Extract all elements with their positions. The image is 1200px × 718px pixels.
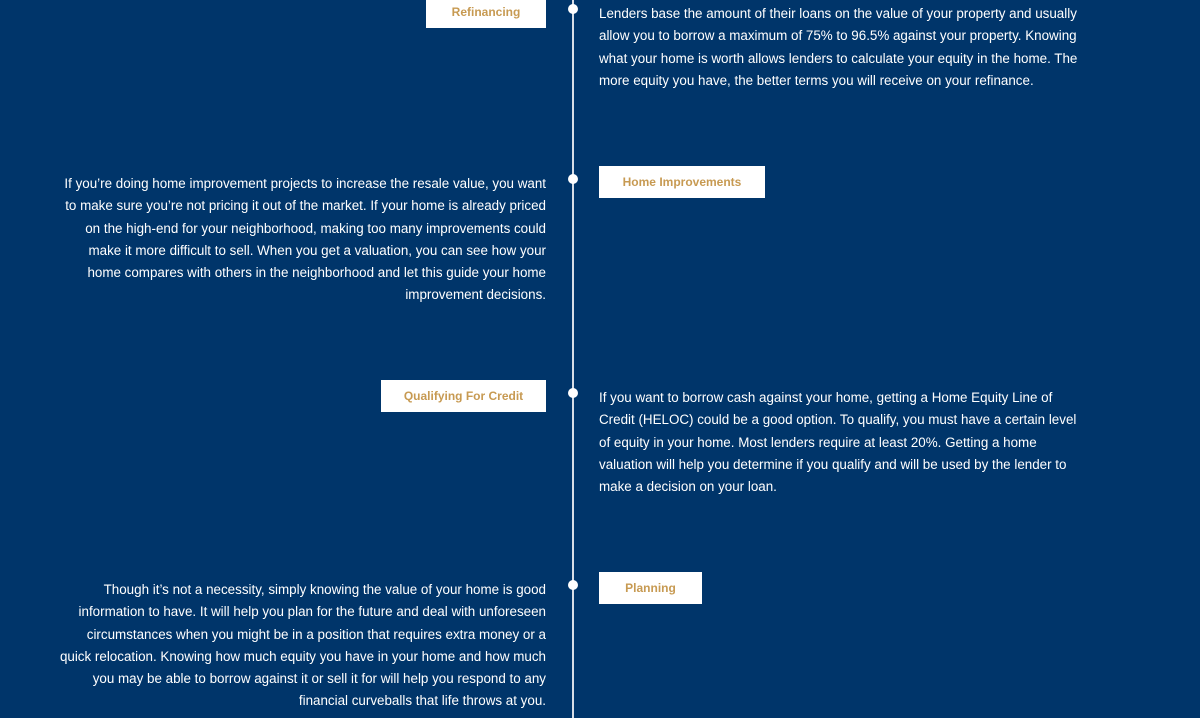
label-refinancing[interactable]: Refinancing	[426, 0, 546, 28]
timeline-line	[572, 0, 574, 718]
timeline-dot-planning	[568, 580, 578, 590]
label-planning[interactable]: Planning	[599, 572, 702, 604]
timeline-dot-home-improvements	[568, 174, 578, 184]
timeline-dot-qualifying-for-credit	[568, 388, 578, 398]
label-home-improvements[interactable]: Home Improvements	[599, 166, 765, 198]
timeline-dot-refinancing	[568, 4, 578, 14]
qualifying-for-credit-description: If you want to borrow cash against your home, getting a Home Equity Line of Credit (HELOC) could be a good option. To qualify, you must have a certain level of equity in your home. Most lenders require at least 20%. Getting a home valuation will help you determine if you qualify and will be used by the lender to make a decision on your loan.	[599, 390, 1077, 495]
home-improvements-description: If you’re doing home improvement projects to increase the resale value, you want to make sure you’re not pricing it out of the market. If your home is already priced on the high-end for your neighborhood, making too many improvements could make it more difficult to sell. When you get a valuation, you can see how your home compares with others in the neighborhood and let this guide your home improvement decisions.	[64, 176, 546, 303]
refinancing-description: Lenders base the amount of their loans on the value of your property and usually allow you to borrow a maximum of 75% to 96.5% against your property. Knowing what your home is worth allows lenders to calculate your equity in the home. The more equity you have, the better terms you will receive on your refinance.	[599, 6, 1078, 88]
planning-description: Though it’s not a necessity, simply knowing the value of your home is good information to have. It will help you plan for the future and deal with unforeseen circumstances when you might be in a position that requires extra money or a quick relocation. Knowing how much equity you have in your home and how much you may be able to borrow against it or sell it for will help you respond to any financial curveballs that life throws at you.	[59, 582, 546, 709]
label-qualifying-for-credit[interactable]: Qualifying For Credit	[381, 380, 546, 412]
